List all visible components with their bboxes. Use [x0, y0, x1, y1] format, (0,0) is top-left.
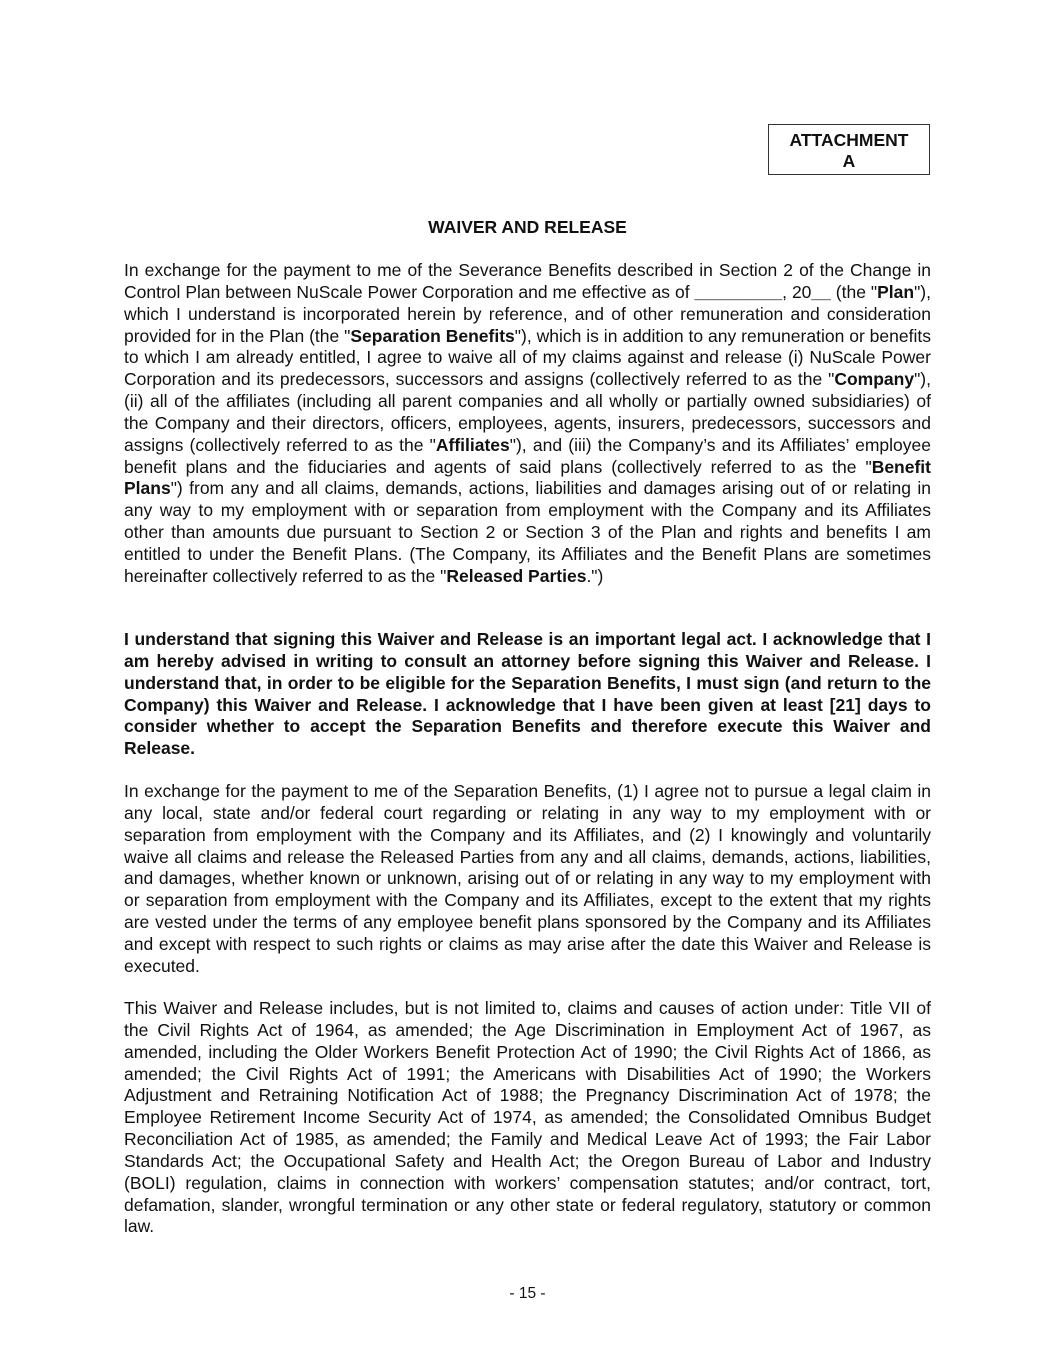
attachment-label-line2: A — [842, 151, 856, 171]
paragraph-text: , 20 — [782, 281, 812, 302]
paragraph-text: "), which I understand is incorporated herein by reference, and of other remuneration and consideration provided for in the Plan (the " — [124, 281, 931, 346]
para-legal-act — [124, 629, 931, 760]
para-scope — [124, 998, 931, 1238]
defined-term: Benefit Plans — [124, 456, 931, 499]
defined-term: Separation Benefits — [350, 325, 515, 346]
defined-term: __ — [811, 281, 831, 302]
paragraph-text: .") — [586, 565, 604, 586]
attachment-label-line1: ATTACHMENT — [789, 130, 909, 150]
defined-term: Affiliates — [435, 434, 510, 455]
para-consideration — [124, 260, 931, 588]
paragraph-text: (the " — [830, 281, 878, 302]
paragraph-text: "), (ii) all of the affiliates (including all parent companies and all wholly or partially owned subsidiaries) of the Company and their directors, officers, employees, agents, insurers, predecessors, successors and assigns (collectively referred to as the " — [124, 369, 931, 455]
attachment-label-box — [768, 124, 930, 175]
para-agreement — [124, 781, 931, 978]
defined-term: Released Parties — [446, 565, 587, 586]
defined-term: Plan — [877, 281, 915, 302]
defined-term: Company — [834, 369, 915, 390]
paragraph-text: "), which is in addition to any remuneration or benefits to which I am already entitled, I agree to waive all of my claims against and release (i) NuScale Power Corporation and its predecessors, successors and assigns (collectively referred to as the " — [124, 325, 931, 390]
paragraph-text: In exchange for the payment to me of the Severance Benefits described in Section 2 of the Change in Control Plan between NuScale Power Corporation and me effective as of — [124, 260, 931, 302]
paragraph-text: This Waiver and Release includes, but is not limited to, claims and causes of action under: Title VII of the Civil Rights Act of 1964, as amended; the Age Discrimination in Employment Act of 1967, as amended, including the Older Workers Benefit Protection Act of 1990; the Civil Rights Act of 1866, as amended; the Civil Rights Act of 1991; the Americans with Disabilities Act of 1990; the Workers Adjustment and Retraining Notification Act of 1988; the Pregnancy Discrimination Act of 1978; the Employee Retirement Income Security Act of 1974, as amended; the Consolidated Omnibus Budget Reconciliation Act of 1985, as amended; the Family and Medical Leave Act of 1993; the Fair Labor Standards Act; the Occupational Safety and Health Act; the Oregon Bureau of Labor and Industry (BOLI) regulation, claims in connection with workers’ compensation statutes; and/or contract, tort, defamation, slander, wrongful termination or any other state or federal regulatory, statutory or common law. — [124, 998, 931, 1237]
paragraph-text: I understand that signing this Waiver and Release is an important legal act. I acknowledge that I am hereby advised in writing to consult an attorney before signing this Waiver and Release. I understand that, in order to be eligible for the Separation Benefits, I must sign (and return to the Company) this Waiver and Release. I acknowledge that I have been given at least [21] days to consider whether to accept the Separation Benefits and therefore execute this Waiver and Release. — [124, 629, 931, 759]
defined-term: _________ — [694, 281, 783, 302]
document-title: WAIVER AND RELEASE — [428, 217, 627, 237]
paragraph-text: ") from any and all claims, demands, actions, liabilities and damages arising out of or relating in any way to my employment with or separation from employment with the Company and its Affiliates other than amounts due pursuant to Section 2 or Section 3 of the Plan and rights and benefits I am entitled to under the Benefit Plans. (The Company, its Affiliates and the Benefit Plans are sometimes hereinafter collectively referred to as the " — [124, 478, 931, 586]
paragraph-text: In exchange for the payment to me of the Separation Benefits, (1) I agree not to pursue a legal claim in any local, state and/or federal court regarding or relating in any way to my employment with or separation from employment with the Company and its Affiliates, and (2) I knowingly and voluntarily waive all claims and release the Released Parties from any and all claims, demands, actions, liabilities, and damages, whether known or unknown, arising out of or relating in any way to my employment with or separation from employment with the Company and its Affiliates, except to the extent that my rights are vested under the terms of any employee benefit plans sponsored by the Company and its Affiliates and except with respect to such rights or claims as may arise after the date this Waiver and Release is executed. — [124, 781, 931, 976]
page-number: - 15 - — [509, 1285, 546, 1302]
paragraph-text: "), and (iii) the Company’s and its Affiliates’ employee benefit plans and the fiduciaries and agents of said plans (collectively referred to as the " — [124, 434, 931, 477]
